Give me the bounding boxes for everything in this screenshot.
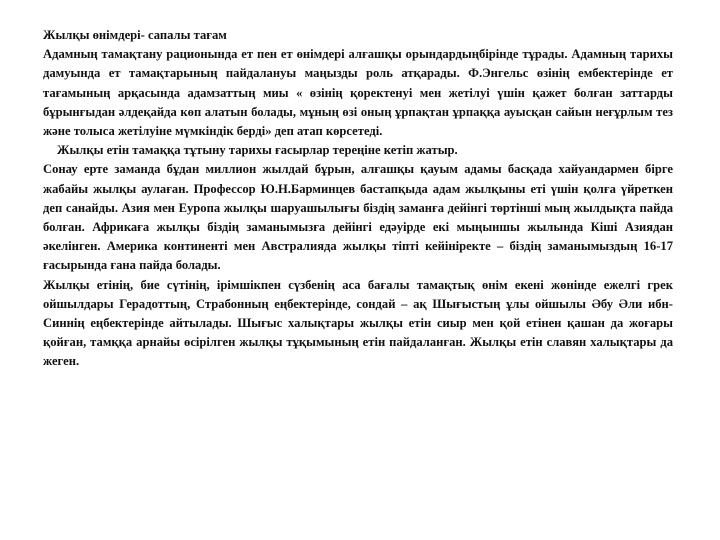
document-page [43,26,673,372]
document-title: Жылқы өнімдері- сапалы тағам [43,28,227,42]
paragraph-intro: Адамның тамақтану рационында ет пен ет өнімдері алғашқы орындардыңбірінде тұрады. Адамның тарихы дамуында ет тамақтарының пайдалануы маңызды роль атқарады. Ф.Энгельс өзінің ембектерінде ет тағамының арқасында адамзаттың миы « өзінің қоректенуі мен жетілуі үшін қажет болған заттарды бұрынғыдан әлдеқайда көп алатын болады, мұның өзі оның ұрпақтан ұрпаққа ауысқан сайын неғұрлым тез және толыса жетілуіне мүмкіндік берді» деп атап көрсетеді. [43,47,673,139]
paragraph-domestication: Сонау ерте заманда бұдан миллион жылдай бұрын, алғашқы қауым адамы басқада хайуандармен бірге жабайы жылқы аулаған. Профессор Ю.Н.Барминцев бастапқыда адам жылқыны еті үшін қолға үйреткен деп санайды. Азия мен Еуропа жылқы шаруашылығы біздің заманға дейінгі төртінші мың жылдықта пайда болған. Африкаға жылқы біздің заманымызға дейінгі едәуірде екі мыңыншы жылында Кіші Азиядан әкелінген. Америка континенті мен Австралияда жылқы тіпті кейініректе – біздің заманымыздың 16-17 ғасырында ғана пайда болады. [43,162,673,273]
paragraph-ancient-sources: Жылқы етінің, бие сүтінің, ірімшікпен сүзбенің аса бағалы тамақтық өнім екені жөнінде ежелгі грек ойшылдары Герадоттың, Страбонның еңбектерінде, сондай – ақ Шығыстың ұлы ойшылы Әбу Әли ибн-Синнің еңбектерінде айтылады. Шығыс халықтары жылқы етін сиыр мен қой етінен қашан да жоғары қойған, тамққа арнайы өсірілген жылқы тұқымының етін пайдаланған. Жылқы етін славян халықтары да жеген. [43,277,673,369]
paragraph-history-lead: Жылқы етін тамаққа тұтыну тарихы ғасырлар тереңіне кетіп жатыр. [57,143,458,158]
